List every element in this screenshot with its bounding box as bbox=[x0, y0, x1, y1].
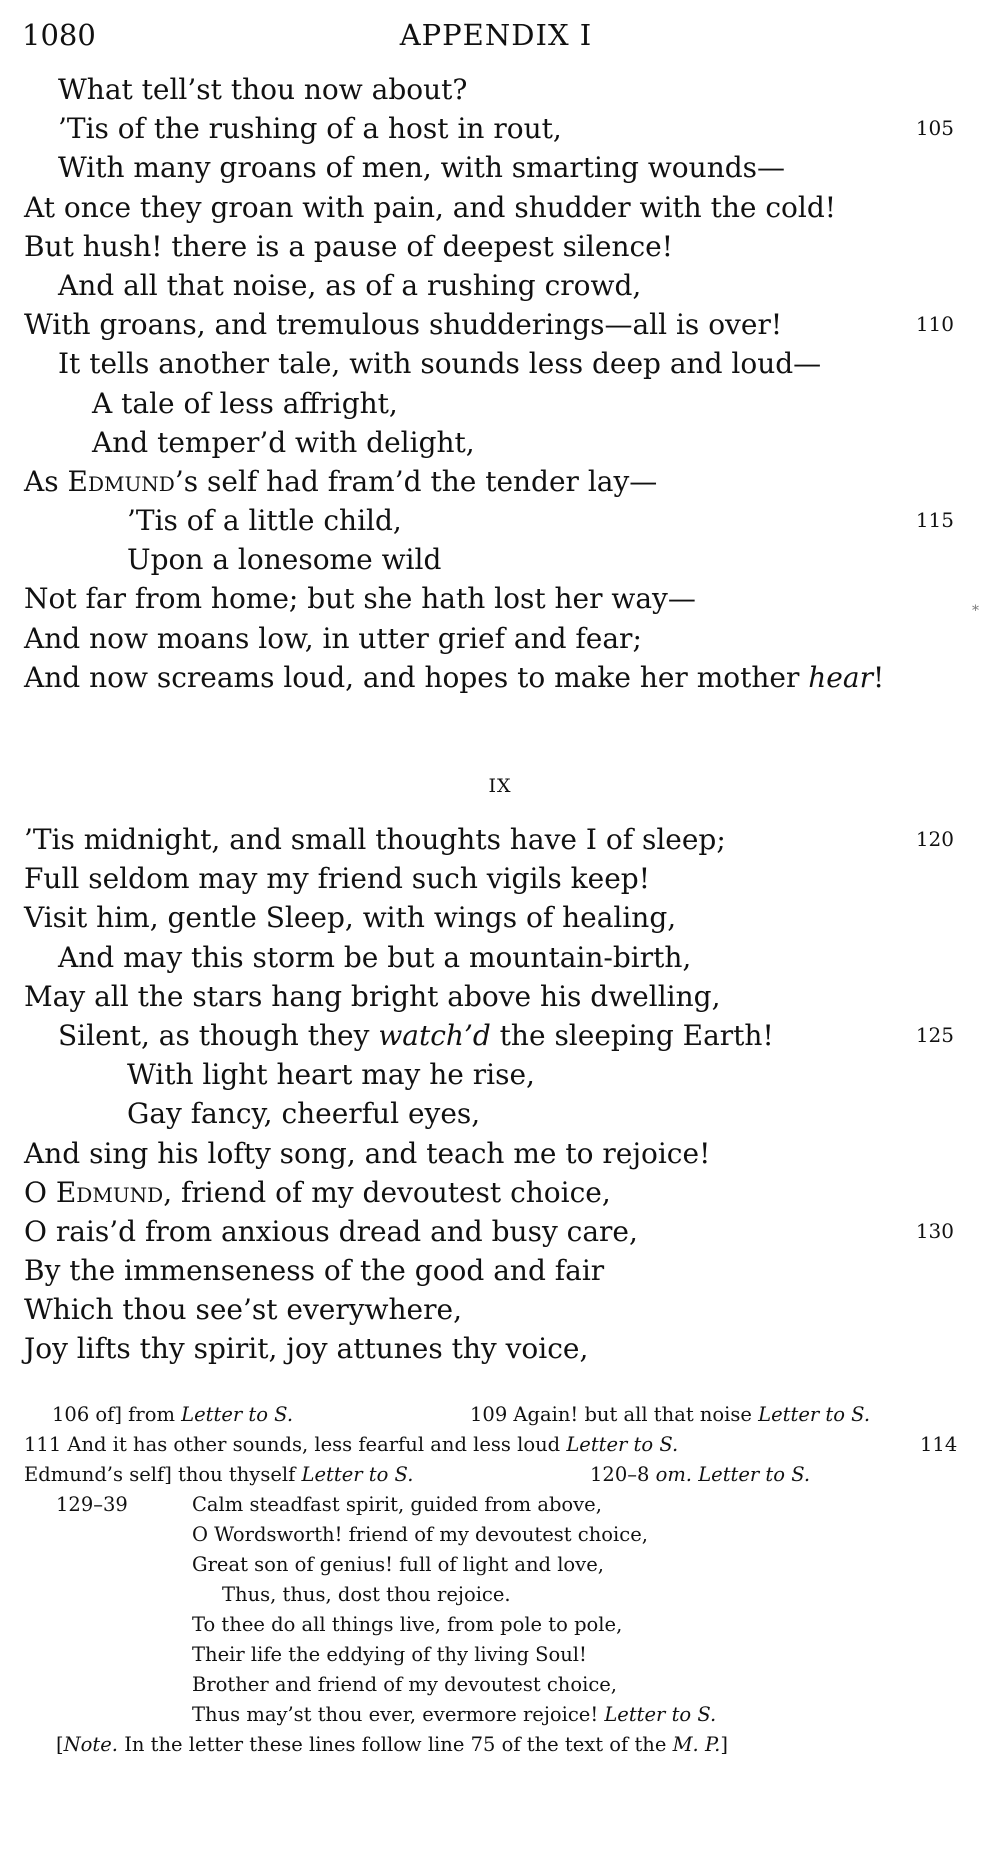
poem-line-text: With light heart may he rise, bbox=[127, 1058, 535, 1092]
variant-lines bbox=[0, 1490, 1000, 1730]
note-114-label: 114 bbox=[920, 1433, 958, 1456]
poem-line-text: At once they groan with pain, and shudder with the cold! bbox=[24, 190, 837, 224]
small-caps-name: Edmund bbox=[67, 464, 175, 498]
poem-line-text: It tells another tale, with sounds less deep and loud— bbox=[58, 347, 822, 381]
small-caps-name: Edmund bbox=[55, 1175, 164, 1209]
poem-line bbox=[0, 1329, 1000, 1368]
poem-line-text: With groans, and tremulous shudderings—all is over! bbox=[24, 308, 783, 342]
page-number: 1080 bbox=[22, 18, 96, 52]
poem-line bbox=[0, 501, 1000, 540]
poem-line-text: What tell’st thou now about? bbox=[58, 73, 468, 106]
poem-line bbox=[0, 977, 1000, 1016]
variant-line: Brother and friend of my devoutest choice, bbox=[192, 1673, 618, 1696]
poem-line bbox=[0, 1251, 1000, 1290]
poem-line-text: But hush! there is a pause of deepest silence! bbox=[24, 229, 673, 263]
line-number: 110 bbox=[915, 312, 954, 337]
poem-line-text: And may this storm be but a mountain-birth, bbox=[58, 940, 692, 974]
variant-line: Their life the eddying of thy living Soul! bbox=[192, 1643, 587, 1666]
poem-line-text: Full seldom may my friend such vigils keep! bbox=[24, 862, 650, 896]
editorial-note: [Note. In the letter these lines follow line 75 of the text of the M. P.] bbox=[56, 1733, 728, 1756]
line-number: 130 bbox=[915, 1218, 954, 1243]
line-number: 120 bbox=[915, 827, 954, 851]
poem-line bbox=[0, 70, 1000, 109]
stanza-ix bbox=[0, 820, 1000, 1369]
poem-line bbox=[0, 1055, 1000, 1094]
poem-line-text: Gay fancy, cheerful eyes, bbox=[127, 1097, 481, 1131]
poem-line bbox=[0, 1212, 1000, 1251]
note-114: Edmund’s self] thou thyself Letter to S. bbox=[24, 1463, 414, 1486]
poem-line bbox=[0, 938, 1000, 977]
poem-line-text: And temper’d with delight, bbox=[92, 425, 475, 459]
stanza-viii bbox=[0, 70, 1000, 697]
poem-line bbox=[0, 658, 1000, 697]
poem-line bbox=[0, 898, 1000, 937]
poem-line-text: And now moans low, in utter grief and fear; bbox=[24, 621, 642, 655]
poem-line-text: With many groans of men, with smarting wounds— bbox=[58, 151, 786, 185]
poem-line-text: Which thou see’st everywhere, bbox=[24, 1293, 462, 1327]
poem-line bbox=[0, 619, 1000, 658]
line-number: 115 bbox=[915, 508, 954, 533]
poem-line bbox=[0, 109, 1000, 148]
poem-line bbox=[0, 148, 1000, 187]
line-number: 125 bbox=[915, 1022, 954, 1047]
variant-line: O Wordsworth! friend of my devoutest choice, bbox=[192, 1523, 648, 1546]
running-title: APPENDIX I bbox=[399, 18, 593, 52]
poem-line-text: Joy lifts thy spirit, joy attunes thy voice, bbox=[24, 1332, 589, 1366]
variant-line: Great son of genius! full of light and love, bbox=[192, 1553, 604, 1576]
poem-line-text: By the immenseness of the good and fair bbox=[24, 1254, 605, 1288]
poem-line bbox=[0, 188, 1000, 227]
poem-line bbox=[0, 462, 1000, 501]
poem-line bbox=[0, 1094, 1000, 1133]
note-111: 111 And it has other sounds, less fearful and less loud Letter to S. bbox=[24, 1433, 679, 1456]
poem-line-text: And sing his lofty song, and teach me to rejoice! bbox=[24, 1136, 711, 1170]
poem-line-text: Visit him, gentle Sleep, with wings of healing, bbox=[24, 901, 677, 935]
margin-mark: * bbox=[972, 603, 979, 619]
poem-line-text: As Edmund’s self had fram’d the tender lay— bbox=[24, 464, 658, 498]
poem-line bbox=[0, 266, 1000, 305]
poem-line-text: May all the stars hang bright above his dwelling, bbox=[24, 979, 721, 1013]
poem-line bbox=[0, 227, 1000, 266]
footnotes bbox=[0, 1400, 1000, 1790]
variant-line: To thee do all things live, from pole to pole, bbox=[192, 1613, 623, 1636]
note-line bbox=[0, 1430, 1000, 1460]
note-109: 109 Again! but all that noise Letter to S. bbox=[470, 1403, 871, 1426]
poem-line bbox=[0, 384, 1000, 423]
poem-line bbox=[0, 820, 1000, 859]
poem-line-text: A tale of less affright, bbox=[92, 386, 398, 420]
poem-line bbox=[0, 1290, 1000, 1329]
note-120-8: 120–8 om. Letter to S. bbox=[590, 1463, 811, 1486]
poem-line bbox=[0, 859, 1000, 898]
poem-line-text: Upon a lonesome wild bbox=[127, 543, 442, 577]
variant-line: Thus may’st thou ever, evermore rejoice! Letter to S. bbox=[192, 1703, 717, 1726]
poem-line-text: O Edmund, friend of my devoutest choice, bbox=[24, 1175, 611, 1209]
poem-line bbox=[0, 540, 1000, 579]
poem-line-text: And now screams loud, and hopes to make her mother hear! bbox=[24, 660, 885, 694]
note-line bbox=[0, 1400, 1000, 1430]
poem-line-text: ’Tis of a little child, bbox=[127, 504, 402, 538]
poem-line-text: And all that noise, as of a rushing crowd, bbox=[58, 268, 642, 302]
poem-line-text: ’Tis of the rushing of a host in rout, bbox=[58, 112, 562, 146]
page-header bbox=[22, 18, 970, 62]
poem-line bbox=[0, 579, 1000, 618]
poem-line-text: Not far from home; but she hath lost her way— bbox=[24, 582, 696, 616]
poem-line bbox=[0, 1134, 1000, 1173]
poem-line-text: O rais’d from anxious dread and busy care, bbox=[24, 1214, 638, 1248]
variant-line: Calm steadfast spirit, guided from above, bbox=[192, 1493, 602, 1516]
note-106: 106 of] from Letter to S. bbox=[52, 1403, 294, 1426]
note-line bbox=[0, 1730, 1000, 1760]
line-number: 105 bbox=[915, 116, 954, 141]
note-129-39-label: 129–39 bbox=[56, 1493, 128, 1516]
note-line bbox=[0, 1460, 1000, 1490]
poem-line bbox=[0, 1016, 1000, 1055]
poem-line bbox=[0, 1173, 1000, 1212]
poem-line bbox=[0, 305, 1000, 344]
poem-line-text: Silent, as though they watch’d the sleeping Earth! bbox=[58, 1018, 774, 1052]
poem-line bbox=[0, 423, 1000, 462]
section-number: IX bbox=[488, 775, 512, 797]
poem-line-text: ’Tis midnight, and small thoughts have I of sleep; bbox=[24, 823, 726, 856]
variant-line: Thus, thus, dost thou rejoice. bbox=[222, 1583, 511, 1606]
poem-line bbox=[0, 344, 1000, 383]
